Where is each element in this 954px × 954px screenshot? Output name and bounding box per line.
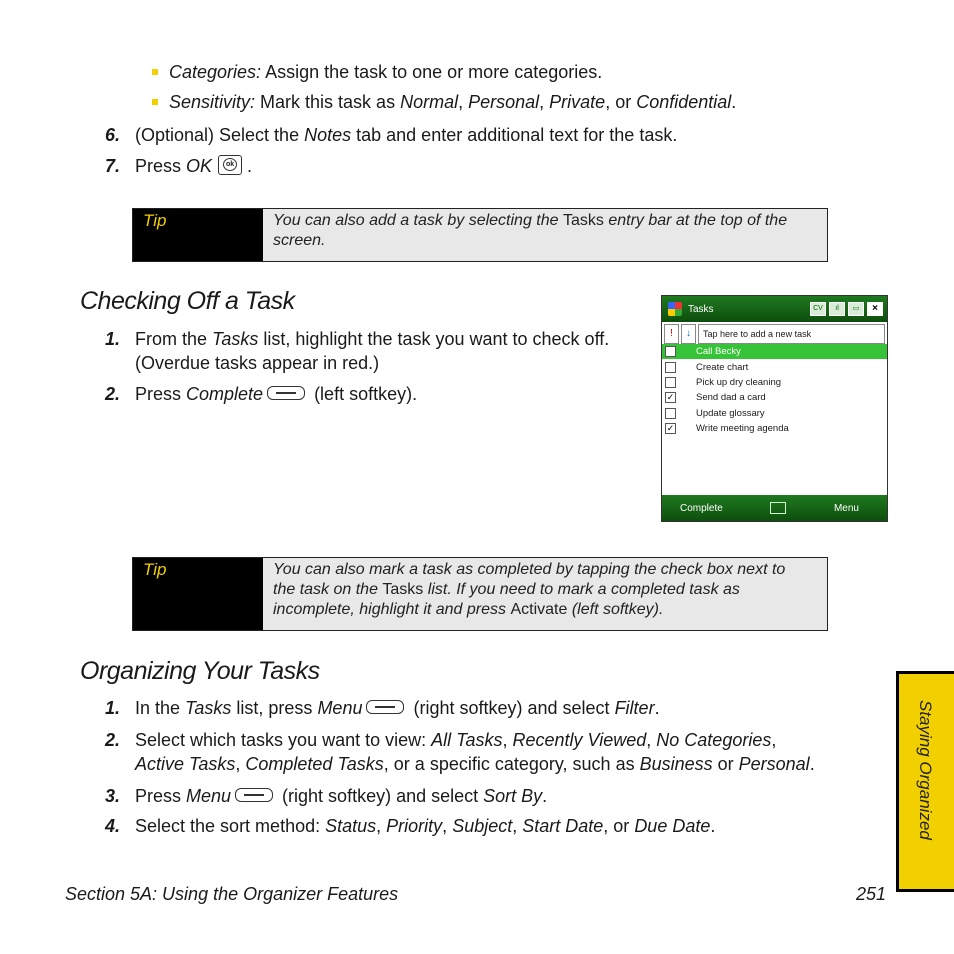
checkbox[interactable]: [665, 346, 676, 357]
section-heading: Checking Off a Task: [80, 287, 295, 315]
signal-icon: ıl: [829, 302, 845, 316]
keyboard-icon[interactable]: [770, 502, 786, 514]
list-item[interactable]: Pick up dry cleaning: [662, 375, 887, 390]
checkbox[interactable]: [665, 377, 676, 388]
complete-softkey[interactable]: Complete: [680, 502, 723, 514]
step-text: From the Tasks list, highlight the task you want to check off.: [135, 329, 610, 349]
checkbox[interactable]: [665, 408, 676, 419]
step-number: 6.: [104, 125, 120, 145]
tip-label: Tip: [133, 209, 263, 261]
priority-high-icon[interactable]: !: [664, 324, 679, 344]
side-tab-fill: [899, 674, 954, 889]
footer-section: Section 5A: Using the Organizer Features: [65, 884, 399, 904]
ok-key-icon: ok: [218, 155, 242, 175]
checkbox-checked[interactable]: ✓: [666, 423, 675, 434]
list-item[interactable]: Create chart: [662, 359, 887, 374]
softkey-bar: [662, 495, 887, 521]
step-number: 2.: [104, 730, 120, 750]
list-item[interactable]: ✓ Send dad a card: [666, 392, 766, 404]
tip-label: Tip: [133, 558, 263, 630]
chapter-side-tab: [896, 671, 954, 892]
page-number: 251: [856, 884, 887, 904]
step-text-continued: Active Tasks, Completed Tasks, or a specific category, such as Business or Personal.: [135, 754, 815, 774]
close-icon[interactable]: ×: [867, 302, 883, 316]
section-heading: Organizing Your Tasks: [80, 657, 320, 685]
step-text: Select the sort method: Status, Priority, Subject, Start Date, or Due Date.: [135, 816, 716, 836]
step-number: 4.: [104, 816, 120, 836]
tip-text: You can also mark a task as completed by tapping the check box next to the task on the Tasks list. If you need to mark a completed task as incomplete, highlight it and press Activate (left softkey).: [273, 561, 786, 618]
bullet-marker: [152, 69, 158, 75]
checkbox-checked[interactable]: ✓: [666, 392, 675, 403]
step-number: 1.: [104, 329, 120, 349]
softkey-icon: [235, 788, 273, 802]
phone-screenshot: [661, 295, 888, 522]
tip-text: You can also add a task by selecting the Tasks entry bar at the top of the screen.: [273, 212, 788, 249]
softkey-icon: [267, 386, 305, 400]
list-item[interactable]: Call Becky: [662, 344, 887, 359]
step-text: Press Complete (left softkey).: [135, 384, 418, 404]
status-icons: [810, 302, 883, 316]
windows-start-icon[interactable]: [668, 302, 682, 316]
battery-icon: ▭: [848, 302, 864, 316]
softkey-icon: [366, 700, 404, 714]
step-number: 1.: [104, 698, 120, 718]
step-text: Select which tasks you want to view: All Tasks, Recently Viewed, No Categories,: [135, 730, 777, 750]
list-item[interactable]: ✓ Write meeting agenda: [666, 423, 789, 435]
priority-low-icon[interactable]: ↓: [681, 324, 696, 344]
tip-box: [132, 208, 828, 262]
step-number: 3.: [104, 786, 120, 806]
new-task-input[interactable]: Tap here to add a new task: [698, 324, 885, 344]
task-entry-bar: [662, 322, 887, 346]
menu-softkey[interactable]: Menu: [833, 502, 859, 514]
side-tab-label: Staying Organized: [916, 700, 935, 840]
step-text: In the Tasks list, press Menu (right softkey) and select Filter.: [135, 698, 660, 718]
phone-title-bar: [662, 296, 887, 322]
tip-box: [132, 557, 828, 631]
bullet-categories: Categories: Assign the task to one or more categories.: [169, 62, 603, 82]
step-number: 2.: [104, 384, 120, 404]
checkbox[interactable]: [665, 362, 676, 373]
phone-title: Tasks: [688, 303, 714, 315]
bullet-marker: [152, 99, 158, 105]
bullet-sensitivity: Sensitivity: Mark this task as Normal, Personal, Private, or Confidential.: [169, 92, 737, 112]
list-item[interactable]: Update glossary: [662, 406, 887, 421]
connectivity-icon: CV: [810, 302, 826, 316]
step-text-continued: (Overdue tasks appear in red.): [135, 353, 380, 373]
step-text: Press Menu (right softkey) and select Sort By.: [135, 786, 548, 806]
task-list: [662, 344, 887, 436]
step-7-text: Press OK ok .: [135, 156, 253, 176]
step-6-text: (Optional) Select the Notes tab and enter additional text for the task.: [135, 125, 678, 145]
step-number: 7.: [104, 156, 120, 176]
